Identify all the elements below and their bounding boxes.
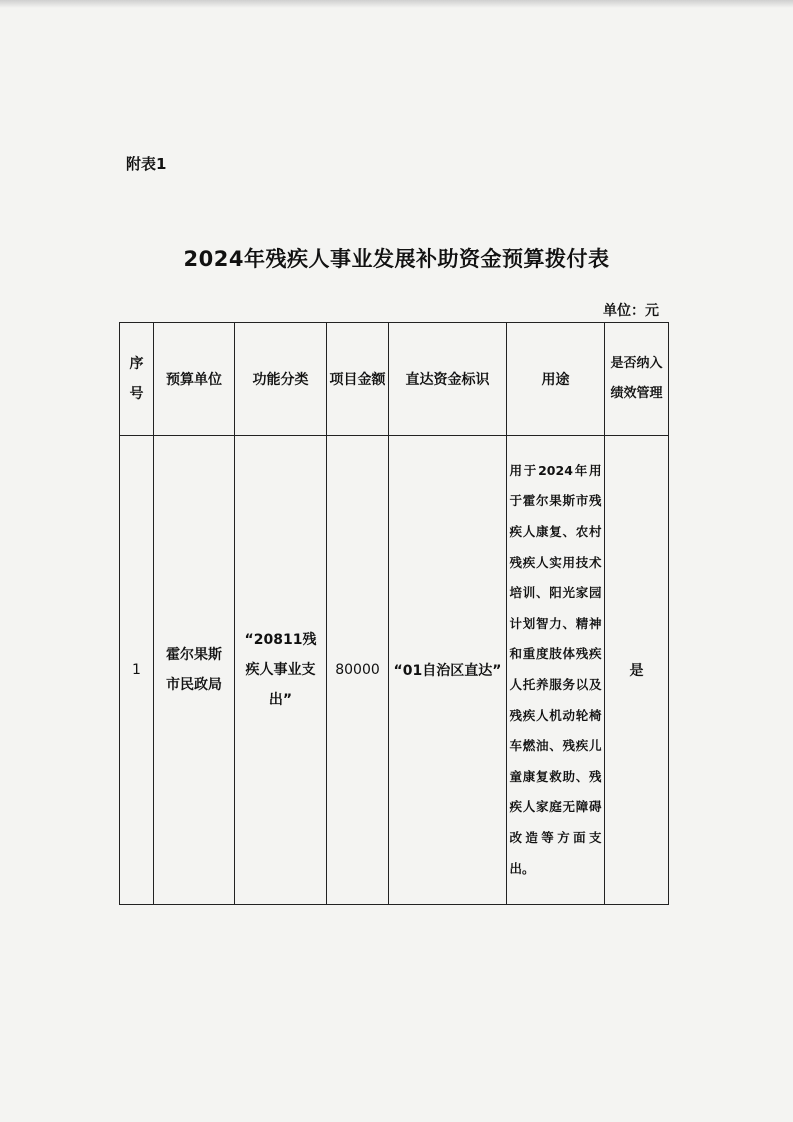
table-row <box>120 436 669 905</box>
header-purpose: 用途 <box>507 323 605 436</box>
cell-direct-fund-tag: “01自治区直达” <box>389 436 507 905</box>
header-direct-fund-tag: 直达资金标识 <box>389 323 507 436</box>
header-function-class: 功能分类 <box>235 323 327 436</box>
cell-function-class: “20811残疾人事业支出” <box>235 436 327 905</box>
header-amount: 项目金额 <box>327 323 389 436</box>
header-budget-unit: 预算单位 <box>154 323 235 436</box>
unit-label: 单位：元 <box>603 303 659 319</box>
document-title: 2024年残疾人事业发展补助资金预算拨付表 <box>183 247 610 271</box>
table-header-row <box>120 323 669 436</box>
cell-seq: 1 <box>120 436 154 905</box>
cell-budget-unit: 霍尔果斯市民政局 <box>154 436 235 905</box>
scan-edge <box>0 0 793 8</box>
header-seq: 序号 <box>120 323 154 436</box>
budget-table <box>119 322 669 905</box>
cell-amount: 80000 <box>327 436 389 905</box>
cell-purpose: 用于2024年用于霍尔果斯市残疾人康复、农村残疾人实用技术培训、阳光家园计划智力、精神和重度肢体残疾人托养服务以及残疾人机动轮椅车燃油、残疾儿童康复救助、残疾人家庭无障碍改造等方面支出。 <box>507 436 605 905</box>
header-performance: 是否纳入绩效管理 <box>605 323 669 436</box>
cell-performance: 是 <box>605 436 669 905</box>
attachment-label: 附表1 <box>126 155 167 173</box>
